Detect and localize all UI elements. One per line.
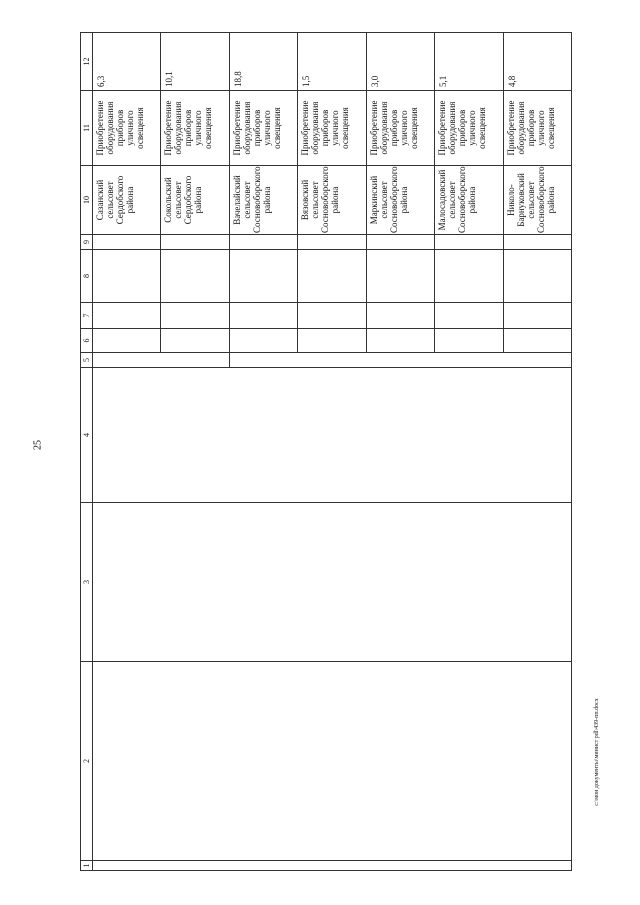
col-header: 5 (81, 353, 93, 368)
purpose: Приобретение оборудования приборов уличного освещения (503, 91, 571, 166)
rotated-table-frame (80, 33, 572, 871)
empty-cell (229, 353, 571, 368)
village-name: Николо-Барнуковский сельсовет Сосновоборского района (503, 166, 571, 235)
purpose: Приобретение оборудования приборов уличного освещения (161, 91, 229, 166)
footer-file-path: c:\мои документы\минист pdl\439-пп.docx (594, 698, 600, 806)
village-name: Сокольский сельсовет Сердобского района (161, 166, 229, 235)
amount: 10,1 (161, 33, 229, 91)
empty-cell (229, 235, 297, 250)
empty-cell (161, 250, 229, 303)
col-header: 7 (81, 303, 93, 329)
col-header: 12 (81, 33, 93, 91)
empty-cell (366, 329, 434, 353)
col-header: 4 (81, 368, 93, 503)
village-name: Сазанский сельсовет Сердобского района (93, 166, 161, 235)
budget-table (80, 32, 572, 871)
amount: 4,8 (503, 33, 571, 91)
empty-cell (161, 235, 229, 250)
empty-cell (435, 250, 503, 303)
empty-cell (229, 303, 297, 329)
empty-cell (93, 250, 161, 303)
empty-cell (229, 329, 297, 353)
empty-cell (93, 861, 572, 871)
empty-cell (161, 329, 229, 353)
empty-cell (93, 303, 161, 329)
purpose: Приобретение оборудования приборов уличного освещения (366, 91, 434, 166)
table-row (93, 33, 161, 871)
empty-cell (298, 303, 366, 329)
empty-cell (435, 235, 503, 250)
col-header: 11 (81, 91, 93, 166)
col-header: 9 (81, 235, 93, 250)
col-header: 10 (81, 166, 93, 235)
empty-cell (298, 235, 366, 250)
purpose: Приобретение оборудования приборов уличного освещения (229, 91, 297, 166)
empty-cell (435, 303, 503, 329)
empty-cell (298, 250, 366, 303)
village-name: Малосадовский сельсовет Сосновоборского района (435, 166, 503, 235)
purpose: Приобретение оборудования приборов уличного освещения (298, 91, 366, 166)
empty-cell (366, 250, 434, 303)
amount: 5,1 (435, 33, 503, 91)
empty-cell (503, 303, 571, 329)
col-header: 2 (81, 662, 93, 861)
purpose: Приобретение оборудования приборов уличного освещения (93, 91, 161, 166)
empty-cell (93, 353, 230, 368)
village-name: Вязовский сельсовет Сосновоборского района (298, 166, 366, 235)
empty-cell (93, 368, 572, 503)
amount: 3,0 (366, 33, 434, 91)
empty-cell (93, 235, 161, 250)
empty-cell (366, 235, 434, 250)
empty-cell (161, 303, 229, 329)
empty-cell (229, 250, 297, 303)
empty-cell (366, 303, 434, 329)
village-name: Вачелайский сельсовет Сосновоборского района (229, 166, 297, 235)
village-name: Маркинский сельсовет Сосновоборского района (366, 166, 434, 235)
col-header: 6 (81, 329, 93, 353)
empty-cell (435, 329, 503, 353)
page-number: 25 (32, 440, 44, 450)
table-container (80, 33, 572, 871)
empty-cell (503, 235, 571, 250)
amount: 1,5 (298, 33, 366, 91)
amount: 18,8 (229, 33, 297, 91)
amount: 6,3 (93, 33, 161, 91)
empty-cell (298, 329, 366, 353)
empty-cell (93, 662, 572, 861)
column-number-row (81, 33, 93, 871)
empty-cell (93, 503, 572, 662)
empty-cell (503, 250, 571, 303)
col-header: 1 (81, 861, 93, 871)
empty-cell (93, 329, 161, 353)
empty-cell (503, 329, 571, 353)
col-header: 3 (81, 503, 93, 662)
purpose: Приобретение оборудования приборов уличного освещения (435, 91, 503, 166)
col-header: 8 (81, 250, 93, 303)
